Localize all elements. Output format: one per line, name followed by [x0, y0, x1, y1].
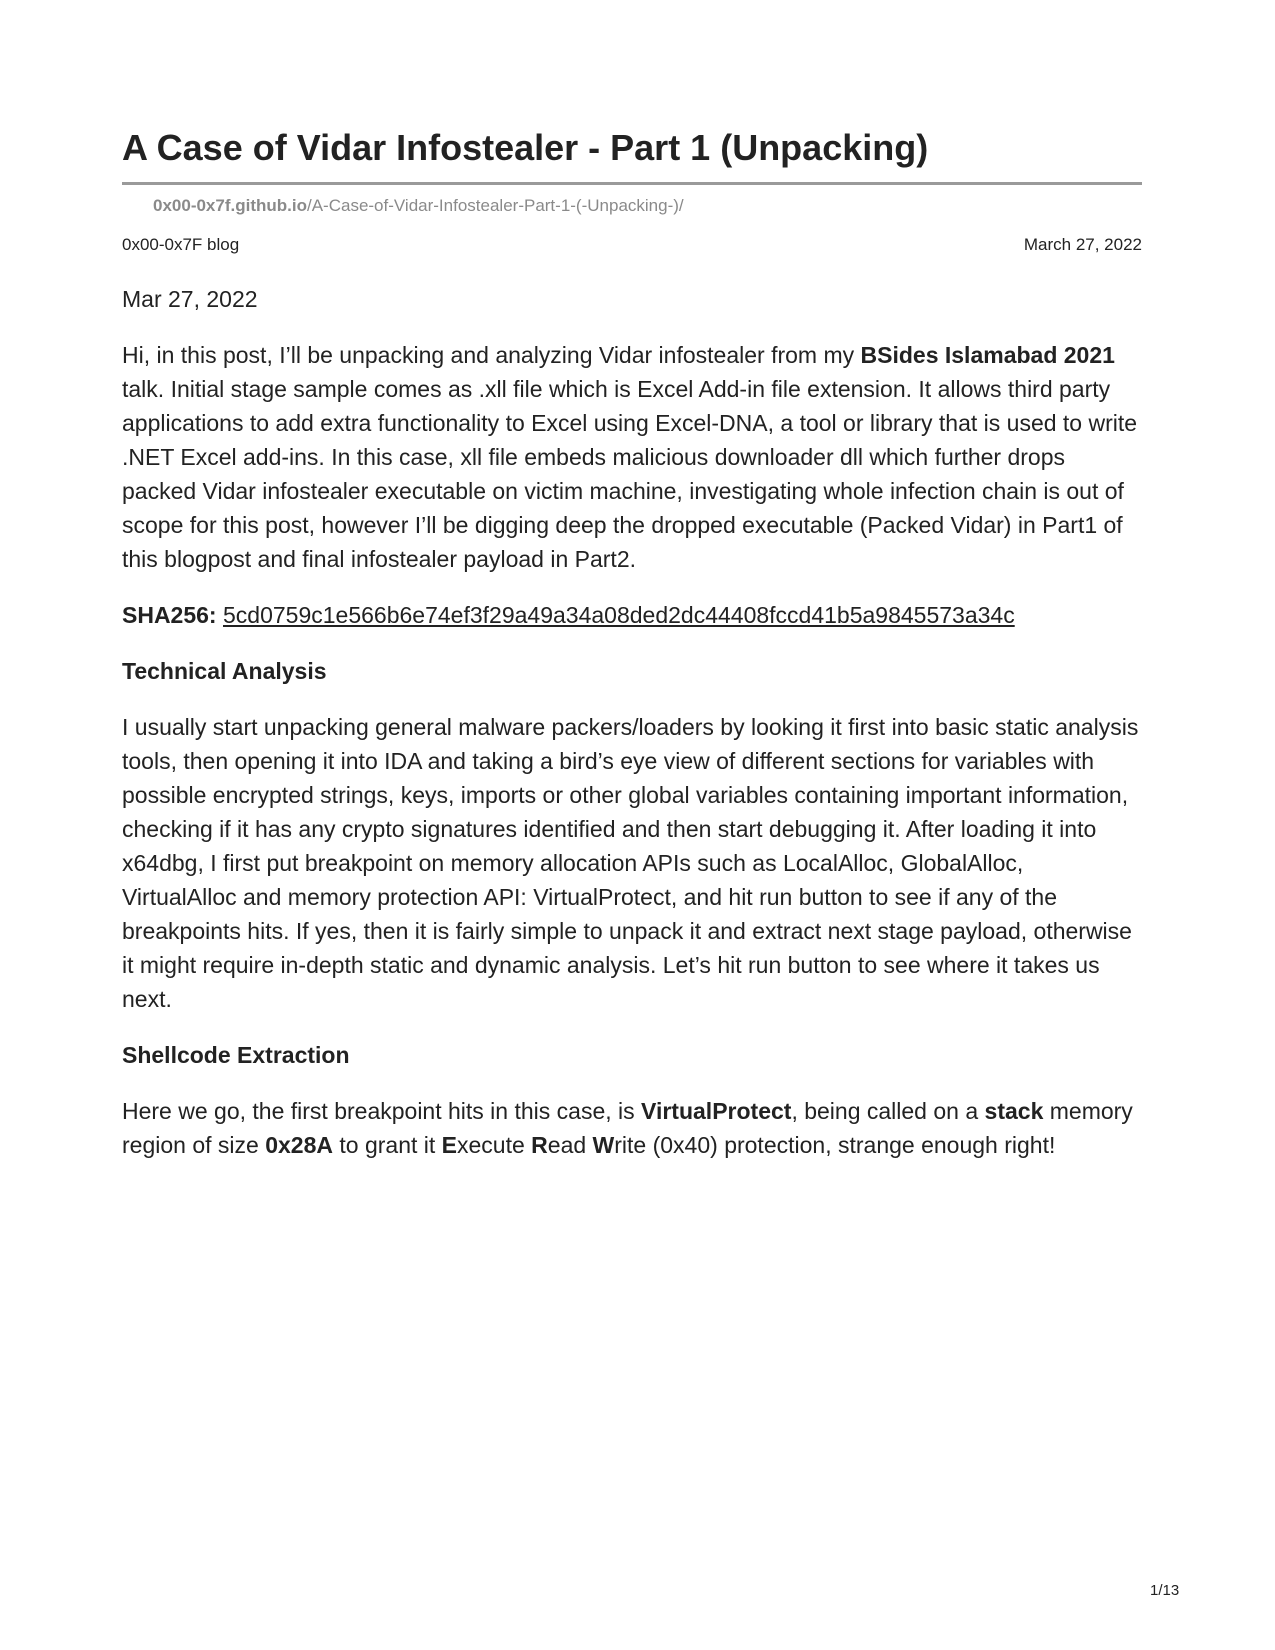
- article-body: [122, 282, 1142, 1184]
- shellcode-paragraph: [122, 1094, 1142, 1162]
- shellcode-text: Here we go, the first breakpoint hits in this case, is: [122, 1098, 642, 1124]
- shellcode-text: xecute: [457, 1132, 532, 1158]
- shellcode-text: memory region of size: [122, 1098, 1133, 1158]
- hash-line: [122, 598, 1142, 632]
- intro-paragraph: [122, 338, 1142, 576]
- title-divider: [122, 182, 1142, 185]
- hash-label: SHA256:: [122, 602, 217, 628]
- intro-text-1: Hi, in this post, I’ll be unpacking and analyzing Vidar infostealer from my: [122, 342, 861, 368]
- shellcode-bold: 0x28A: [265, 1132, 333, 1158]
- shellcode-bold: R: [531, 1132, 548, 1158]
- published-date: March 27, 2022: [1023, 235, 1142, 254]
- shellcode-extraction-heading: Shellcode Extraction: [122, 1042, 350, 1068]
- shellcode-bold: stack: [984, 1098, 1044, 1124]
- technical-analysis-paragraph: I usually start unpacking general malware packers/loaders by looking it first into basic static analysis tools, then opening it into IDA and taking a bird’s eye view of different sections for variables with possible encrypted strings, keys, imports or other global variables containing important information, checking if it has any crypto signatures identified and then start debugging it. After loading it into x64dbg, I first put breakpoint on memory allocation APIs such as LocalAlloc, GlobalAlloc, VirtualAlloc and memory protection API: VirtualProtect, and hit run button to see if any of the breakpoints hits. If yes, then it is fairly simple to unpack it and extract next stage payload, otherwise it might require in-depth static and dynamic analysis. Let’s hit run button to see where it takes us next.: [122, 714, 1139, 1012]
- shellcode-text: rite (0x40) protection, strange enough right!: [614, 1132, 1056, 1158]
- hash-link[interactable]: 5cd0759c1e566b6e74ef3f29a49a34a08ded2dc44408fccd41b5a9845573a34c: [223, 602, 1015, 628]
- shellcode-text: ead: [547, 1132, 593, 1158]
- source-host: 0x00-0x7f.github.io: [153, 196, 307, 215]
- shellcode-text: , being called on a: [791, 1098, 985, 1124]
- page-number: 1/13: [1150, 1582, 1180, 1599]
- shellcode-bold: W: [592, 1132, 615, 1158]
- shellcode-text: to grant it: [332, 1132, 442, 1158]
- blog-name: 0x00-0x7F blog: [122, 235, 240, 254]
- source-path: /A-Case-of-Vidar-Infostealer-Part-1-(-Unpacking-)/: [306, 196, 684, 215]
- post-date: Mar 27, 2022: [122, 286, 258, 312]
- shellcode-bold: E: [441, 1132, 457, 1158]
- source-url[interactable]: [153, 196, 684, 216]
- intro-text-2: talk. Initial stage sample comes as .xll file which is Excel Add-in file extension. It allows third party applications to add extra functionality to Excel using Excel-DNA, a tool or library that is used to write .NET Excel add-ins. In this case, xll file embeds malicious downloader dll which further drops packed Vidar infostealer executable on victim machine, investigating whole infection chain is out of scope for this post, however I’ll be digging deep the dropped executable (Packed Vidar) in Part1 of this blogpost and final infostealer payload in Part2.: [122, 376, 1138, 572]
- talk-name: BSides Islamabad 2021: [860, 342, 1115, 368]
- page-title: A Case of Vidar Infostealer - Part 1 (Unpacking): [122, 127, 929, 168]
- technical-analysis-heading: Technical Analysis: [122, 658, 327, 684]
- shellcode-bold: VirtualProtect: [641, 1098, 792, 1124]
